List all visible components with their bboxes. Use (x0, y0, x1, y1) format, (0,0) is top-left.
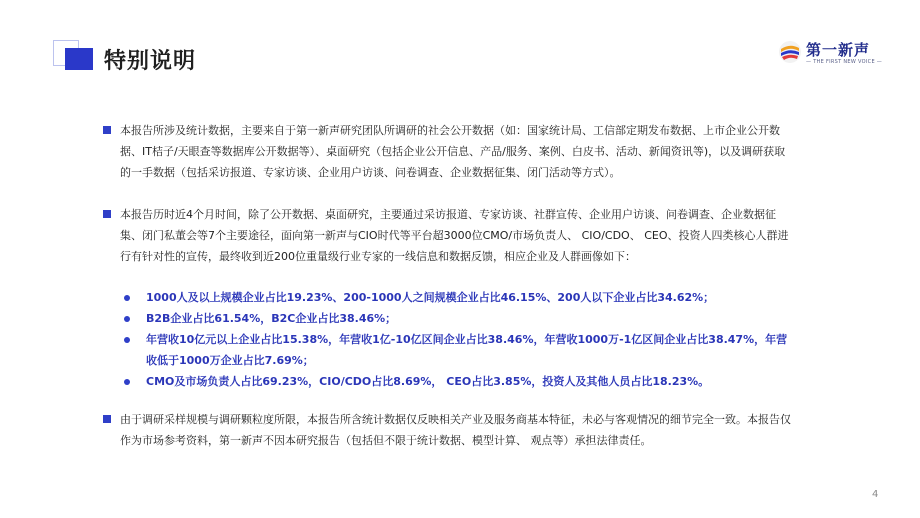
bullet-dot (124, 316, 130, 322)
logo-tagline: — THE FIRST NEW VOICE — (806, 59, 883, 65)
paragraph-data-sources: 本报告所涉及统计数据，主要来自于第一新声研究团队所调研的社会公开数据（如：国家统计局、工信部定期发布数据、上市企业公开数据、IT桔子/天眼查等数据库公开数据等）、桌面研究（包括企业公开信息、产品/服务、案例、白皮书、活动、新闻资讯等)，以及调研获取的一手数据（包括采访报道、专家访谈、企业用户访谈、问卷调查、企业数据征集、闭门活动等方式）。 (120, 124, 786, 179)
bullet-company-size: 1000人及以上规模企业占比19.23%、200-1000人之间规模企业占比46.15%、200人以下企业占比34.62%； (146, 291, 715, 304)
paragraph-marker (103, 415, 111, 423)
title-decoration-block (65, 48, 93, 70)
page-number: 4 (872, 489, 879, 500)
bullet-roles: CMO及市场负责人占比69.23%，CIO/CDO占比8.69%， CEO占比3.85%，投资人及其他人员占比18.23%。 (146, 375, 710, 388)
bullet-business-type: B2B企业占比61.54%，B2C企业占比38.46%； (146, 312, 397, 325)
bullet-dot (124, 295, 130, 301)
bullet-revenue: 年营收10亿元以上企业占比15.38%，年营收1亿-10亿区间企业占比38.46%，年营收1000万-1亿区间企业占比38.47%，年营收低于1000万企业占比7.69%； (146, 333, 788, 367)
logo-name: 第一新声 (806, 41, 871, 59)
bullet-dot (124, 337, 130, 343)
paragraph-disclaimer: 由于调研采样规模与调研颗粒度所限，本报告所含统计数据仅反映相关产业及服务商基本特征，未必与客观情况的细节完全一致。本报告仅作为市场参考资料，第一新声不因本研究报告（包括但不限于统计数据、模型计算、 观点等）承担法律责任。 (120, 413, 791, 447)
paragraph-marker (103, 210, 111, 218)
logo-mark-icon (778, 40, 802, 64)
paragraph-research-method: 本报告历时近4个月时间，除了公开数据、桌面研究，主要通过采访报道、专家访谈、社群宣传、企业用户访谈、问卷调查、企业数据征集、闭门私董会等7个主要途径，面向第一新声与CIO时代等平台超3000位CMO/市场负责人、 CIO/CDO、 CEO、投资人四类核心人群进行有针对性的宣传，最终收到近200位重量级行业专家的一线信息和数据反馈，相应企业及人群画像如下： (120, 208, 789, 263)
bullet-dot (124, 379, 130, 385)
page-title: 特别说明 (104, 49, 197, 74)
brand-logo (778, 38, 883, 68)
paragraph-marker (103, 126, 111, 134)
